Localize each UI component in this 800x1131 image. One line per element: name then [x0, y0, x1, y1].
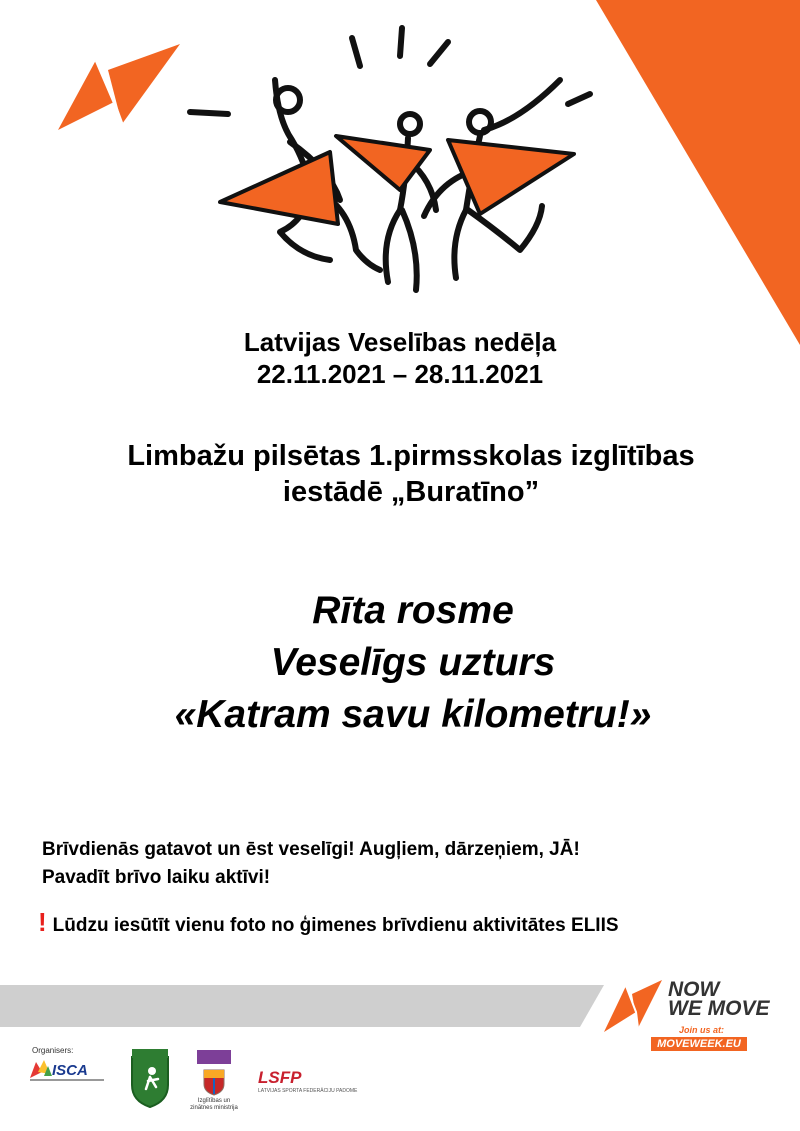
activities-list [0, 585, 800, 741]
activity-item: Rīta rosme [312, 589, 514, 632]
join-label: Join us at: [679, 1025, 725, 1035]
message-line-1: Brīvdienās gatavot un ēst veselīgi! Augļiem, dārzeņiem, JĀ! [42, 839, 580, 860]
lisa-shield-icon [130, 1049, 170, 1109]
lsfp-subtitle: LATVIJAS SPORTA FEDERĀCIJU PADOME [258, 1088, 358, 1094]
isca-logo [30, 1060, 104, 1084]
dancing-figures-illustration [180, 20, 610, 300]
event-heading [0, 326, 800, 390]
isca-text: ISCA [52, 1062, 88, 1079]
now-we-move-text [668, 980, 770, 1018]
moveweek-mark-icon [56, 42, 182, 134]
organisers-label: Organisers: [32, 1046, 74, 1055]
isca-mark-icon [30, 1060, 52, 1078]
ministry-caption: Izglītības un zinātnes ministrija [190, 1098, 238, 1111]
lsfp-logo [258, 1068, 358, 1098]
ministry-color-bar [197, 1050, 231, 1064]
now-we-move-logo [602, 978, 770, 1056]
exclamation-icon: ! [38, 907, 47, 937]
school-heading [0, 438, 800, 510]
school-line-1: Limbažu pilsētas 1.pirmsskolas izglītības [127, 440, 695, 472]
photo-request-notice [38, 908, 619, 940]
isca-underline [30, 1079, 104, 1081]
message-line-2: Pavadīt brīvo laiku aktīvi! [42, 867, 271, 888]
lisa-logo [130, 1049, 170, 1109]
school-line-2: iestādē „Buratīno” [282, 476, 540, 508]
moveweek-url: MOVEWEEK.EU [651, 1037, 747, 1051]
ministry-logo [190, 1050, 238, 1116]
moveweek-logo-icon [602, 978, 664, 1034]
activity-item: Veselīgs uzturs [270, 641, 556, 684]
activity-item: «Katram savu kilometru!» [174, 693, 652, 736]
event-name: Latvijas Veselības nedēļa [243, 327, 557, 357]
coat-of-arms-icon [202, 1068, 226, 1096]
message-block [42, 836, 580, 892]
lsfp-text: LSFP [258, 1068, 302, 1087]
notice-text: Lūdzu iesūtīt vienu foto no ģimenes brīvdienu aktivitātes ELIIS [52, 915, 619, 936]
event-dates: 22.11.2021 – 28.11.2021 [256, 359, 544, 389]
brand-line-1: NOW [668, 978, 720, 1001]
brand-line-2: WE MOVE [668, 997, 770, 1020]
